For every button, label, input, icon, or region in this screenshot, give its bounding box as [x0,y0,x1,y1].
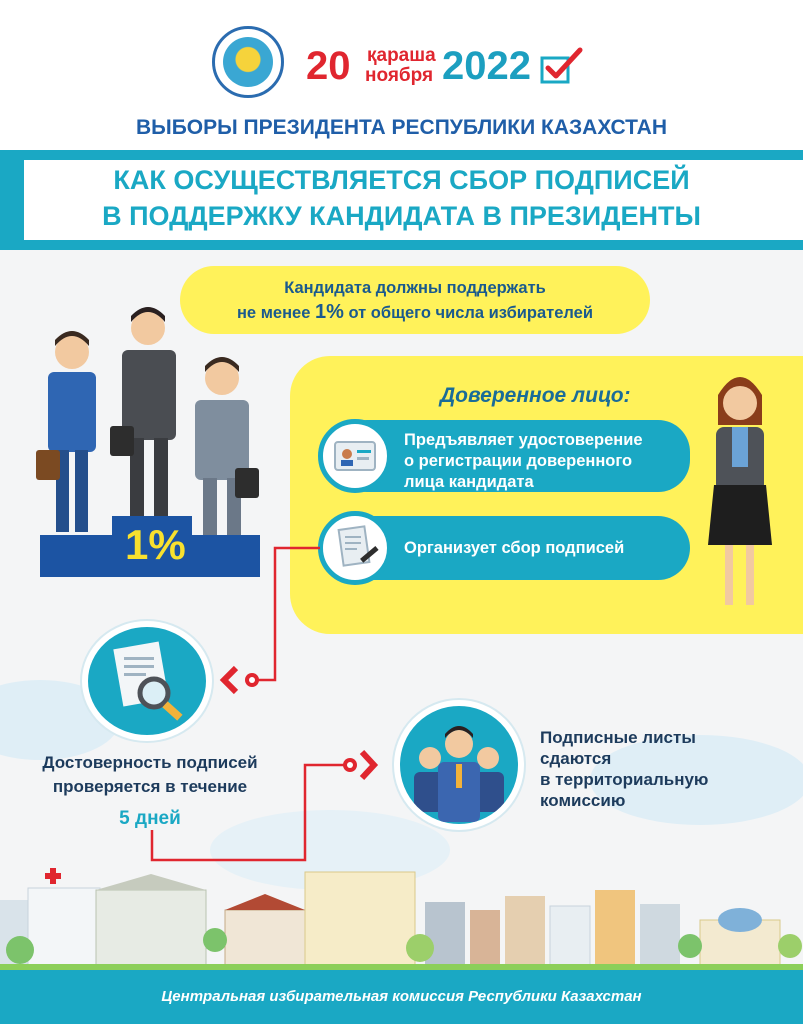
city-skyline-illustration [0,860,803,972]
footer-commission-name: Центральная избирательная комиссия Республики Казахстан [161,988,642,1005]
sheets-line-2: сдаются [540,749,612,768]
trustee-title: Доверенное лицо: [440,384,631,407]
verify-line-2: проверяется в течение [52,777,248,796]
verify-line-1: Достоверность подписей [42,753,258,772]
date-year: 2022 [442,44,531,88]
step1-line-2: о регистрации доверенного [404,452,633,470]
support-line-2: не менее 1% от общего числа избирателей [236,301,594,323]
id-card-icon [318,419,392,493]
podium-percent-label: 1% [125,521,186,568]
sheets-line-1: Подписные листы [540,728,696,747]
candidates-illustration [30,300,270,550]
step1-line-3: лица кандидата [404,473,534,491]
support-line-1: Кандидата должны поддержать [284,279,546,297]
ballot-check-icon [540,46,584,84]
verification-days: 5 дней [119,808,181,829]
step1-line-1: Предъявляет удостоверение [404,431,643,449]
trustee-step-id-card-text [404,430,684,493]
sheets-submitted-text [540,727,740,811]
trustee-step-collect-text: Организует сбор подписей [404,539,625,557]
election-subtitle: ВЫБОРЫ ПРЕЗИДЕНТА РЕСПУБЛИКИ КАЗАХСТАН [135,116,668,139]
sheets-line-3: в территориальную [540,770,709,789]
page-title [24,162,779,234]
commission-people-icon [394,700,524,830]
title-line-1: КАК ОСУЩЕСТВЛЯЕТСЯ СБОР ПОДПИСЕЙ [113,165,690,195]
cec-emblem-icon [212,26,284,98]
date-day: 20 [306,44,351,88]
sheets-line-4: комиссию [540,791,626,810]
date-month-ru: ноября [365,65,434,86]
date-month-kz: қараша [367,45,436,66]
magnifier-document-icon [82,621,212,741]
title-line-2: В ПОДДЕРЖКУ КАНДИДАТА В ПРЕЗИДЕНТЫ [102,201,701,231]
verification-text [20,751,280,799]
